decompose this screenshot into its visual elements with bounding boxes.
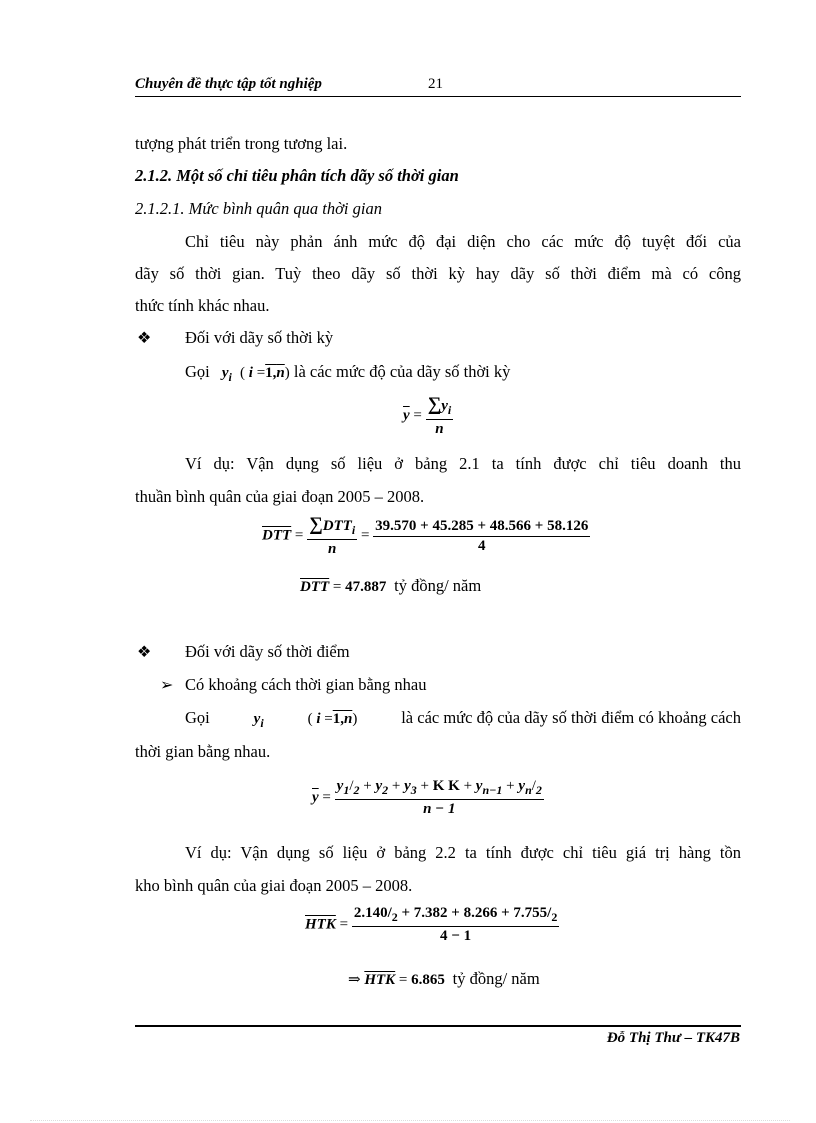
header-title: Chuyên đề thực tập tốt nghiệp: [135, 76, 322, 92]
definition-suffix: là các mức độ của dãy số thời kỳ: [293, 362, 511, 381]
paragraph-line: dãy số thời gian. Tuỳ theo dãy số thời kỳ hay dãy số thời điểm mà có công: [135, 264, 741, 283]
definition-line: Gọi $y_i$ ( i =1,n) là các mức độ của dãy số thời điểm có khoảng cách: [185, 708, 741, 730]
paragraph-line: thức tính khác nhau.: [135, 296, 270, 315]
example-line: kho bình quân của giai đoạn 2005 – 2008.: [135, 876, 413, 895]
example-line: thuần bình quân của giai đoạn 2005 – 2008.: [135, 487, 425, 506]
chronological-mean-formula: $\overline{y}$ = $y_1/_2 + y_2 + y_3 + K$ $K + y_{n-1} + y_n/_2$ n − 1: [312, 778, 542, 817]
subsection-heading: 2.1.2.1. Mức bình quân qua thời gian: [135, 199, 382, 218]
dtt-formula: $\overline{DTT}$ = $\frac{\sum DTT_i}{n}$ = $\frac{39.570 + 45.285 + 48.566 + 58.126}{4}$: [262, 514, 589, 557]
page-edge-dotted-line: [30, 1120, 790, 1121]
footer-author: Đỗ Thị Thư – TK47B: [606, 1030, 740, 1046]
section-heading: 2.1.2. Một số chỉ tiêu phân tích dãy số thời gian: [135, 166, 459, 185]
variable-y-bar: $\overline{y}$: [403, 407, 410, 424]
page-number: 21: [428, 76, 443, 92]
htk-result: ⇒ $\overline{HTK} = 6.865$ tỷ đồng/ năm: [348, 969, 540, 988]
paragraph-line: Chỉ tiêu này phản ánh mức độ đại diện cho các mức độ tuyệt đối của: [185, 232, 741, 251]
mean-formula: $\overline{y}$ = $\frac{\sum y_i}{n}$: [403, 394, 452, 437]
htk-formula: $\overline{HTK}$ = $\frac{2.140/_2 + 7.382 + 8.266 + 7.755/_2}{4 - 1}$: [305, 905, 558, 944]
bullet-diamond-icon: ❖: [137, 330, 152, 347]
footer-rule: [135, 1025, 741, 1027]
bullet-text: Đối với dãy số thời kỳ: [185, 328, 334, 347]
definition-line: [185, 362, 510, 385]
header-rule: [135, 96, 741, 97]
definition-prefix: Gọi: [185, 362, 210, 381]
bullet-text: Đối với dãy số thời điểm: [185, 642, 350, 661]
variable-y: $y_i$: [221, 365, 232, 384]
example-line: Ví dụ: Vận dụng số liệu ở bảng 2.2 ta tính được chỉ tiêu giá trị hàng tồn: [185, 843, 741, 862]
index-range: ( i =1,n): [240, 365, 290, 381]
arrow-bullet-icon: ➢: [160, 677, 174, 694]
example-line: Ví dụ: Vận dụng số liệu ở bảng 2.1 ta tính được chỉ tiêu doanh thu: [185, 454, 741, 473]
bullet-diamond-icon: ❖: [137, 644, 152, 661]
sub-bullet-text: Có khoảng cách thời gian bằng nhau: [185, 675, 427, 694]
definition-line: thời gian bằng nhau.: [135, 742, 271, 761]
paragraph-continuation: tượng phát triển trong tương lai.: [135, 134, 348, 153]
dtt-result: $\overline{DTT} = 47.887$ tỷ đồng/ năm: [300, 576, 482, 595]
